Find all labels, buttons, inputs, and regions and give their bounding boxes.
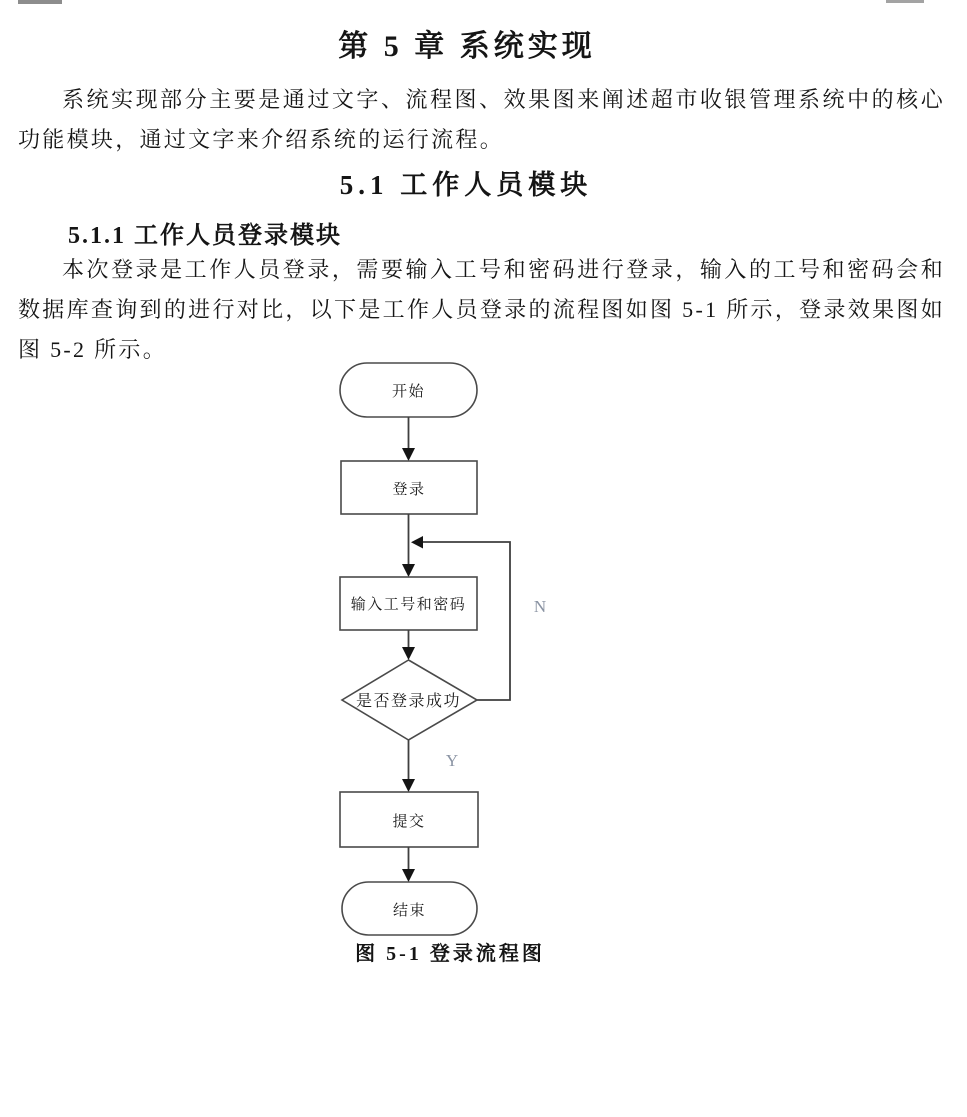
scan-artifact-top-left — [18, 0, 62, 4]
arrowhead-start-login — [402, 448, 415, 461]
end-node-label: 结束 — [392, 903, 427, 919]
chapter-title: 第 5 章 系统实现 — [338, 30, 596, 64]
scan-artifact-top-right — [886, 0, 924, 3]
intro-paragraph: 系统实现部分主要是通过文字、流程图、效果图来阐述超市收银管理系统中的核心功能模块，通过文字来介绍系统的运行流程。 — [18, 87, 945, 152]
start-node-label: 开始 — [391, 384, 426, 400]
section-title: 5.1 工作人员模块 — [339, 170, 593, 201]
branch-label-n: N — [533, 597, 547, 616]
login-node-label: 登录 — [392, 482, 426, 498]
arrowhead-loop-n — [411, 536, 423, 549]
subsection-title: 5.1.1 工作人员登录模块 — [68, 223, 342, 249]
arrowhead-input-decision — [402, 647, 415, 660]
submit-node-label: 提交 — [392, 814, 426, 830]
arrowhead-submit-end — [402, 869, 415, 882]
branch-label-y: Y — [445, 751, 459, 770]
input-node-label: 输入工号和密码 — [350, 597, 467, 613]
login-paragraph: 本次登录是工作人员登录，需要输入工号和密码进行登录，输入的工号和密码会和数据库查询到的进行对比，以下是工作人员登录的流程图如图 5-1 所示，登录效果图如图 5-2 所示。 — [18, 257, 945, 362]
decision-node-label: 是否登录成功 — [355, 693, 462, 710]
login-flowchart-figure — [0, 355, 967, 955]
arrowhead-decision-submit — [402, 779, 415, 792]
arrowhead-login-input — [402, 564, 415, 577]
figure-caption: 图 5-1 登录流程图 — [355, 943, 545, 965]
